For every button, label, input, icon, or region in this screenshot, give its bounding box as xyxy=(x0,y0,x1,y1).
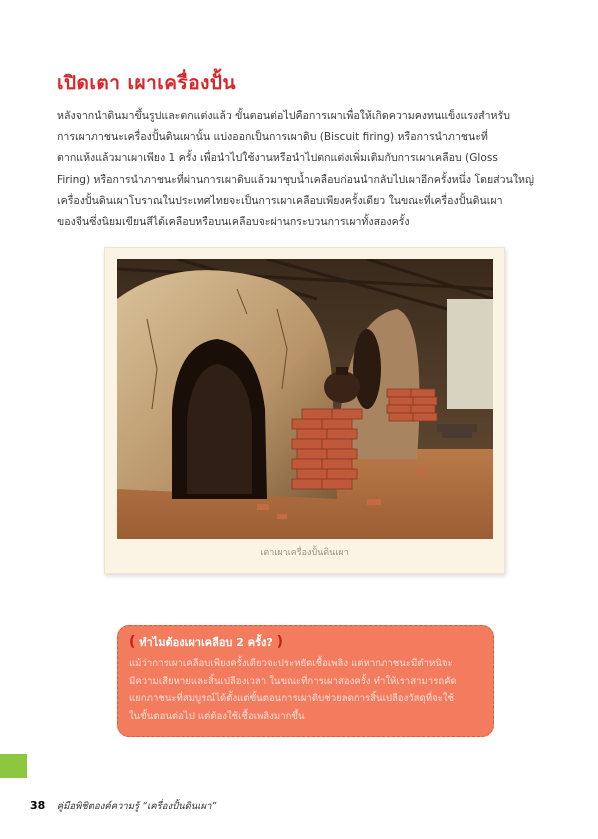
open-paren: ( xyxy=(129,634,136,650)
paragraph-line: หลังจากนำดินมาขึ้นรูปและตกแต่งแล้ว ขั้นตอนต่อไปคือการเผาเพื่อให้เกิดความคงทนแข็งแรงสำหรับ xyxy=(57,110,510,122)
callout-line: ในขั้นตอนต่อไป แต่ต้องใช้เชื้อเพลิงมากขึ้น xyxy=(129,710,305,722)
intro-paragraph xyxy=(57,106,549,233)
callout-title xyxy=(129,633,283,651)
callout-line: มีความเสียหายและสิ้นเปลืองเวลา ในขณะที่การเผาสองครั้ง ทำให้เราสามารถคัด xyxy=(129,675,457,687)
page-footer xyxy=(30,799,216,814)
paragraph-line: ของจีนซึ่งนิยมเขียนสีได้เคลือบหรือบนเคลือบจะผ่านกระบวนการเผาทั้งสองครั้ง xyxy=(57,216,410,229)
paragraph-line: Firing) หรือการนำภาชนะที่ผ่านการเผาดิบแล้วมาชุบน้ำเคลือบก่อนนำกลับไปเผาอีกครั้งหนึ่ง โดยส่วนใหญ่ xyxy=(57,173,535,186)
callout-body xyxy=(129,655,481,725)
paragraph-line: เครื่องปั้นดินเผาโบราณในประเทศไทยจะเป็นการเผาเคลือบเพียงครั้งเดียว ในขณะที่เครื่องปั้นดินเผา xyxy=(57,194,503,207)
paragraph-line: ตากแห้งแล้วมาเผาเพียง 1 ครั้ง เพื่อนำไปใช้งานหรือนำไปตกแต่งเพิ่มเติมกับการเผาเคลือบ (Gloss xyxy=(57,152,498,165)
paragraph-line: การเผาภาชนะเครื่องปั้นดินเผานั้น แบ่งออกเป็นการเผาดิบ (Biscuit firing) หรือการนำภาชนะที่ xyxy=(57,131,488,144)
callout-line: แม้ว่าการเผาเคลือบเพียงครั้งเดียวจะประหยัดเชื้อเพลิง แต่หากภาชนะมีตำหนิจะ xyxy=(129,658,453,669)
book-title: คู่มือพิชิตองค์ความรู้ “เครื่องปั้นดินเผา” xyxy=(56,801,217,812)
page-number: 38 xyxy=(30,799,46,812)
photo-caption: เตาเผาเครื่องปั้นดินเผา xyxy=(260,548,349,558)
kiln-illustration xyxy=(117,259,493,539)
faq-callout xyxy=(117,625,494,737)
page-title: เปิดเตา เผาเครื่องปั้น xyxy=(57,72,236,94)
callout-line: แยกภาชนะที่สมบูรณ์ได้ตั้งแต่ขั้นตอนการเผาดิบช่วยลดการสิ้นเปลืองวัสดุที่จะใช้ xyxy=(129,693,455,705)
section-tab-marker xyxy=(0,754,27,778)
photo-frame xyxy=(104,247,505,574)
callout-question: ทำไมต้องเผาเคลือบ 2 ครั้ง? xyxy=(139,636,273,649)
kiln-photo xyxy=(117,259,493,539)
close-paren: ) xyxy=(276,634,283,650)
